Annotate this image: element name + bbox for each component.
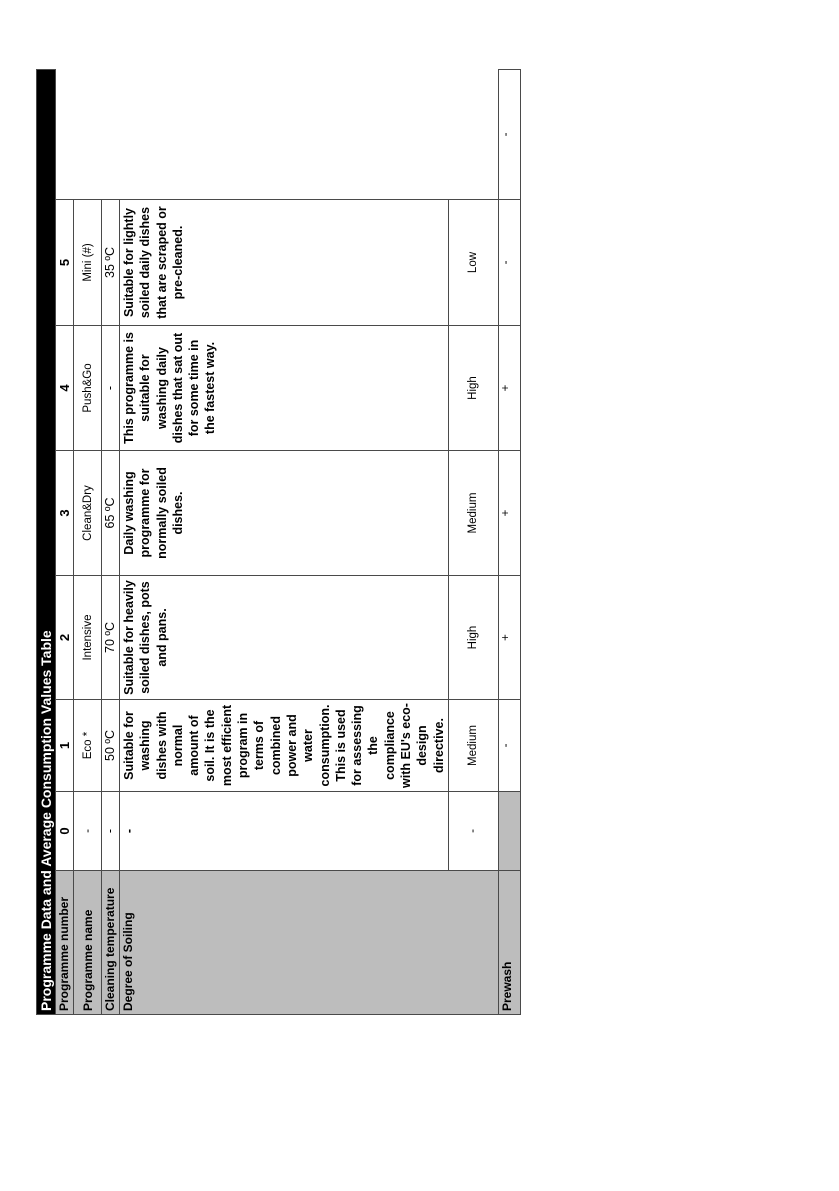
- table-row: [498, 69, 520, 1014]
- row-label-name: Programme name: [74, 871, 102, 1015]
- programme-description-0: -: [120, 792, 449, 871]
- programme-soiling-5: Low: [448, 200, 498, 326]
- table-row: [102, 69, 120, 1014]
- table-row: [120, 69, 449, 1014]
- programme-soiling-3: Medium: [448, 451, 498, 576]
- table-row: [74, 69, 102, 1014]
- programme-temperature-1: 50 ºC: [102, 700, 120, 792]
- programme-temperature-5: 35 ºC: [102, 200, 120, 326]
- programme-number-3: 3: [56, 451, 74, 576]
- programme-prewash-0: -: [498, 700, 520, 792]
- row-label-soiling: Degree of Soiling: [120, 871, 499, 1015]
- programme-prewash-1: +: [498, 576, 520, 700]
- programme-description-1: Suitable for washing dishes with normal amount of soil. It is the most efficient program in terms of combined power and water consumption. This is used for assessing the compliance with EU's eco-design directive.: [120, 700, 449, 792]
- programme-number-1: 1: [56, 700, 74, 792]
- programme-prewash-5: -: [498, 69, 520, 199]
- row-label-prewash: Prewash: [498, 871, 520, 1015]
- programme-number-2: 2: [56, 576, 74, 700]
- programme-description-4: This programme is suitable for washing daily dishes that sat out for some time in the fastest way.: [120, 326, 449, 451]
- rotated-page-content: [36, 70, 796, 1015]
- programme-prewash-2: +: [498, 451, 520, 576]
- programme-temperature-4: -: [102, 326, 120, 451]
- row-label-temperature: Cleaning temperature: [102, 871, 120, 1015]
- row-label-number: Programme number: [56, 871, 74, 1015]
- programme-description-5: Suitable for lightly soiled daily dishes that are scraped or pre-cleaned.: [120, 200, 449, 326]
- programme-prewash-4: -: [498, 200, 520, 326]
- programme-description-3: Daily washing programme for normally soiled dishes.: [120, 451, 449, 576]
- programme-temperature-0: -: [102, 792, 120, 871]
- table-title: Programme Data and Average Consumption Values Table: [37, 69, 56, 1014]
- programme-name-3: Clean&Dry: [74, 451, 102, 576]
- programme-data-table: [36, 69, 521, 1015]
- programme-number-4: 4: [56, 326, 74, 451]
- programme-soiling-1: Medium: [448, 700, 498, 792]
- programme-soiling-2: High: [448, 576, 498, 700]
- programme-name-4: Push&Go: [74, 326, 102, 451]
- programme-name-1: Eco *: [74, 700, 102, 792]
- programme-name-0: -: [74, 792, 102, 871]
- programme-prewash-3: +: [498, 326, 520, 451]
- table-row: [56, 69, 74, 1014]
- programme-name-2: Intensive: [74, 576, 102, 700]
- programme-soiling-4: High: [448, 326, 498, 451]
- programme-temperature-3: 65 ºC: [102, 451, 120, 576]
- table-title-row: [37, 69, 56, 1014]
- programme-number-5: 5: [56, 200, 74, 326]
- programme-soiling-0: -: [448, 792, 498, 871]
- programme-temperature-2: 70 ºC: [102, 576, 120, 700]
- programme-number-0: 0: [56, 792, 74, 871]
- programme-description-2: Suitable for heavily soiled dishes, pots and pans.: [120, 576, 449, 700]
- programme-name-5: Mini (#): [74, 200, 102, 326]
